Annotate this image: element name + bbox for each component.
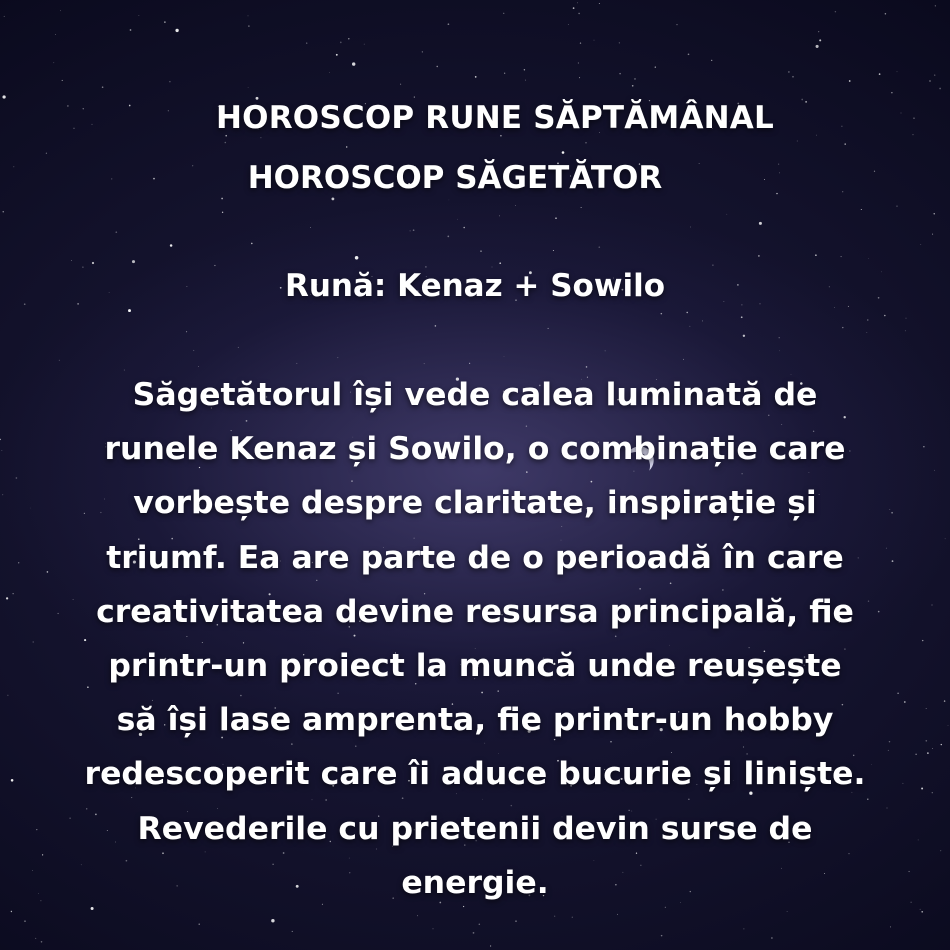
star <box>193 350 194 351</box>
star <box>310 227 311 228</box>
star <box>891 92 892 93</box>
star <box>885 13 887 15</box>
star <box>910 902 911 903</box>
star <box>329 72 330 73</box>
star <box>940 850 941 851</box>
star <box>515 920 516 921</box>
description-line: Săgetătorul își vede calea luminată de <box>132 377 818 413</box>
star <box>944 700 945 701</box>
star <box>867 319 868 320</box>
star <box>422 51 423 52</box>
star <box>939 88 941 90</box>
star <box>934 470 935 471</box>
star <box>413 229 415 231</box>
star <box>890 926 891 927</box>
star <box>292 931 293 932</box>
star <box>935 5 936 6</box>
star <box>30 508 31 509</box>
star <box>410 230 411 231</box>
star <box>661 313 663 315</box>
star <box>435 325 437 327</box>
star <box>437 66 438 67</box>
star <box>819 39 821 41</box>
star <box>346 146 347 147</box>
star <box>934 213 935 214</box>
star <box>59 360 60 361</box>
star <box>562 151 565 154</box>
star <box>688 53 690 55</box>
star <box>102 86 104 88</box>
star <box>676 24 677 25</box>
star <box>499 216 500 217</box>
star <box>2 450 3 451</box>
star <box>927 752 929 754</box>
star <box>222 212 223 213</box>
star <box>364 44 365 45</box>
star <box>617 914 618 915</box>
star <box>271 919 274 922</box>
star <box>55 34 56 35</box>
star <box>711 60 712 61</box>
star <box>929 80 930 81</box>
star <box>578 63 579 64</box>
star <box>779 337 780 338</box>
star <box>578 13 579 14</box>
star <box>4 16 5 17</box>
star <box>38 893 39 894</box>
star <box>340 42 342 44</box>
star <box>605 351 606 352</box>
star <box>480 250 481 251</box>
star <box>915 754 916 755</box>
star <box>905 330 906 331</box>
star <box>515 205 516 206</box>
star <box>355 256 359 260</box>
star <box>503 13 504 14</box>
description-line: redescoperit care îi aduce bucurie și liniște. <box>84 756 866 793</box>
star <box>726 214 727 215</box>
star <box>400 84 401 85</box>
star <box>35 938 36 939</box>
star <box>743 335 745 337</box>
star <box>248 87 249 88</box>
star <box>655 66 656 67</box>
star <box>934 74 935 75</box>
star <box>598 246 600 248</box>
star <box>548 328 549 329</box>
star <box>296 363 297 364</box>
star <box>199 924 200 925</box>
star <box>861 209 862 210</box>
star <box>11 779 14 782</box>
star <box>741 316 743 318</box>
star <box>619 73 621 75</box>
star <box>866 332 867 333</box>
star <box>13 593 14 594</box>
star <box>920 244 921 245</box>
star <box>40 900 41 901</box>
star <box>759 222 762 225</box>
star <box>6 597 8 599</box>
star <box>175 29 178 32</box>
star <box>555 217 557 219</box>
star <box>238 347 239 348</box>
star <box>16 477 18 479</box>
star <box>788 71 789 72</box>
star <box>42 854 43 855</box>
star <box>62 80 63 81</box>
star <box>897 71 898 72</box>
star <box>417 915 418 916</box>
star <box>251 243 253 245</box>
star <box>170 244 173 247</box>
star <box>490 945 491 946</box>
star <box>835 11 836 12</box>
star <box>683 359 684 360</box>
rune-label: Rună: Kenaz + Sowilo <box>284 268 666 304</box>
star <box>686 312 687 313</box>
star <box>818 31 819 32</box>
star <box>573 7 575 9</box>
star <box>868 258 869 259</box>
star <box>634 78 636 80</box>
star <box>352 62 355 65</box>
star <box>879 73 881 75</box>
star <box>433 928 434 929</box>
star <box>504 73 505 74</box>
page-title-line-2: HOROSCOP SĂGETĂTOR <box>247 160 663 196</box>
star <box>906 318 907 319</box>
description-line: vorbește despre claritate, inspirație și <box>133 485 817 522</box>
description-line: runele Kenaz și Sowilo, o combinație care <box>104 431 846 468</box>
star <box>585 142 586 143</box>
star <box>599 3 600 4</box>
star <box>473 932 475 934</box>
star <box>690 326 691 327</box>
star <box>779 350 780 351</box>
star <box>525 80 526 81</box>
star <box>457 219 458 220</box>
star <box>348 38 349 39</box>
star <box>577 2 578 3</box>
star <box>932 748 933 749</box>
star <box>849 80 851 82</box>
star <box>844 143 845 144</box>
star <box>469 363 470 364</box>
star <box>53 62 54 63</box>
star <box>24 920 26 922</box>
star <box>932 792 933 793</box>
star <box>554 916 555 917</box>
star <box>921 911 923 913</box>
star <box>594 40 595 41</box>
star <box>580 42 581 43</box>
page-title-line-1: HOROSCOP RUNE SĂPTĂMÂNAL <box>216 100 774 136</box>
star <box>225 142 227 144</box>
description-line: creativitatea devine resursa principală, fie <box>96 593 854 630</box>
description-line: energie. <box>401 864 549 901</box>
star <box>884 315 886 317</box>
star <box>130 29 132 31</box>
star <box>758 255 760 257</box>
star <box>0 439 1 440</box>
star <box>169 81 171 83</box>
star <box>2 494 3 495</box>
star <box>306 42 307 43</box>
star <box>632 85 634 87</box>
star <box>479 924 481 926</box>
star <box>139 15 140 16</box>
star <box>619 42 620 43</box>
star <box>447 236 449 238</box>
description-line: Revederile cu prietenii devin surse de <box>137 810 813 847</box>
star <box>248 25 249 26</box>
star <box>816 45 819 48</box>
star <box>842 327 843 328</box>
description-line: printr-un proiect la muncă unde reușește <box>108 648 842 685</box>
star <box>248 16 249 17</box>
star <box>743 928 744 929</box>
star <box>568 24 569 25</box>
star <box>841 256 842 257</box>
star <box>448 23 450 25</box>
star <box>581 207 582 208</box>
star <box>922 640 923 641</box>
star <box>792 76 794 78</box>
star <box>926 708 927 709</box>
star <box>931 604 932 605</box>
star <box>941 744 942 745</box>
star <box>925 740 927 742</box>
star <box>41 941 43 943</box>
star <box>504 356 505 357</box>
star <box>115 231 117 233</box>
star <box>11 911 12 912</box>
star <box>46 153 47 154</box>
star <box>60 10 61 11</box>
star <box>918 839 919 840</box>
star <box>3 211 4 212</box>
star <box>896 206 897 207</box>
star <box>932 234 933 235</box>
star <box>787 911 788 912</box>
star <box>923 446 924 447</box>
star <box>661 935 663 937</box>
star <box>945 538 946 539</box>
star <box>7 695 8 696</box>
star <box>33 641 34 642</box>
star <box>815 254 817 256</box>
star <box>337 357 338 358</box>
star <box>579 77 580 78</box>
star <box>198 366 199 367</box>
horoscope-description <box>45 368 905 910</box>
star <box>71 260 72 261</box>
star <box>424 363 425 364</box>
star <box>920 909 921 910</box>
star <box>908 871 909 872</box>
star <box>921 788 923 790</box>
description-line: triumf. Ea are parte de o perioadă în care <box>106 539 844 576</box>
star <box>463 227 465 229</box>
star <box>36 829 37 830</box>
star <box>702 320 703 321</box>
star <box>128 309 131 312</box>
star <box>771 937 773 939</box>
star <box>948 725 949 726</box>
description-line: să își lase amprenta, fie printr-un hobby <box>116 702 834 739</box>
star <box>186 331 187 332</box>
star <box>164 21 165 22</box>
star <box>336 54 338 56</box>
star <box>475 76 477 78</box>
star <box>572 917 573 918</box>
star <box>524 69 525 70</box>
star <box>18 562 19 563</box>
star <box>553 250 554 251</box>
star <box>32 870 33 871</box>
star <box>690 227 691 228</box>
